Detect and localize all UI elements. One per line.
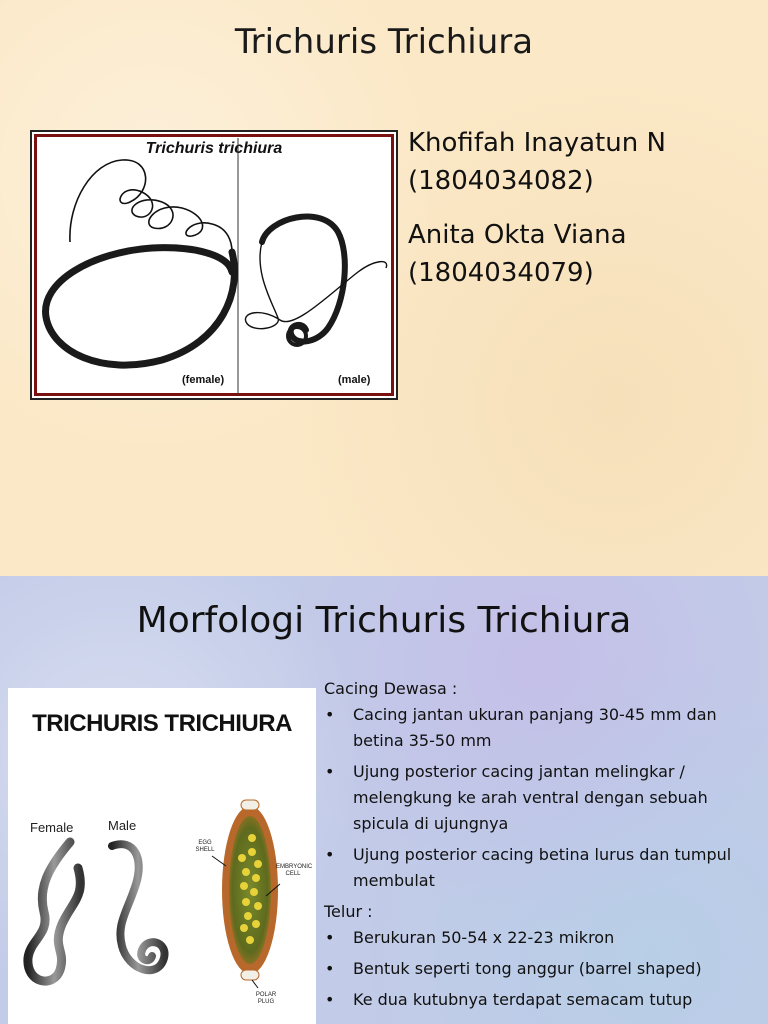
- slide-2: [0, 576, 768, 1024]
- morphology-figure: [8, 688, 316, 1024]
- adult-list: [324, 702, 754, 894]
- worm-illustration: [30, 130, 398, 400]
- label-male: (male): [338, 374, 371, 386]
- polar-plug-pointer: [252, 980, 258, 988]
- female-worm-body: [46, 248, 235, 365]
- label-female: (female): [182, 374, 225, 386]
- slide-1-title: Trichuris Trichiura: [234, 22, 534, 62]
- label-female: Female: [30, 820, 74, 835]
- author-item: [408, 216, 758, 292]
- label-male: Male: [108, 818, 137, 833]
- list-item: • Berukuran 50-54 x 22-23 mikron: [324, 925, 754, 951]
- polar-plug-top: [241, 800, 259, 810]
- morphology-drawing: [8, 688, 316, 1024]
- list-item: • Ujung posterior cacing jantan melingkar / melengkung ke arah ventral dengan sebuah spicula di ujungnya: [324, 759, 754, 837]
- list-item: • Ke dua kutubnya terdapat semacam tutup: [324, 987, 754, 1013]
- egg-heading: Telur :: [324, 902, 373, 921]
- author-item: [408, 124, 758, 200]
- male-worm: [112, 844, 165, 970]
- label-embryonic-cell: EMBRYONIC CELL: [276, 864, 313, 877]
- adult-heading: Cacing Dewasa :: [324, 679, 458, 698]
- author-list: [408, 124, 758, 308]
- author-name: Khofifah Inayatun N: [408, 128, 666, 158]
- label-egg-shell: EGG SHELL: [195, 840, 215, 853]
- morphology-figure-title: TRICHURIS TRICHIURA: [32, 710, 292, 737]
- worm-drawing: [32, 132, 400, 402]
- illustration-title: Trichuris trichiura: [145, 140, 283, 157]
- author-id: (1804034079): [408, 258, 594, 288]
- egg-list: [324, 925, 754, 1013]
- female-worm: [28, 842, 80, 981]
- list-item: • Ujung posterior cacing betina lurus dan tumpul membulat: [324, 842, 754, 894]
- slide-2-title: Morfologi Trichuris Trichiura: [136, 600, 632, 641]
- author-id: (1804034082): [408, 166, 594, 196]
- list-item: • Cacing jantan ukuran panjang 30-45 mm dan betina 35-50 mm: [324, 702, 754, 754]
- male-worm-body: [262, 217, 345, 342]
- female-worm-anterior: [70, 160, 232, 252]
- label-polar-plug: POLAR PLUG: [255, 992, 277, 1005]
- male-worm-anterior: [245, 242, 386, 329]
- morphology-text: [324, 676, 754, 1018]
- author-name: Anita Okta Viana: [408, 220, 627, 250]
- polar-plug-bottom: [241, 970, 259, 980]
- list-item: • Bentuk seperti tong anggur (barrel shaped): [324, 956, 754, 982]
